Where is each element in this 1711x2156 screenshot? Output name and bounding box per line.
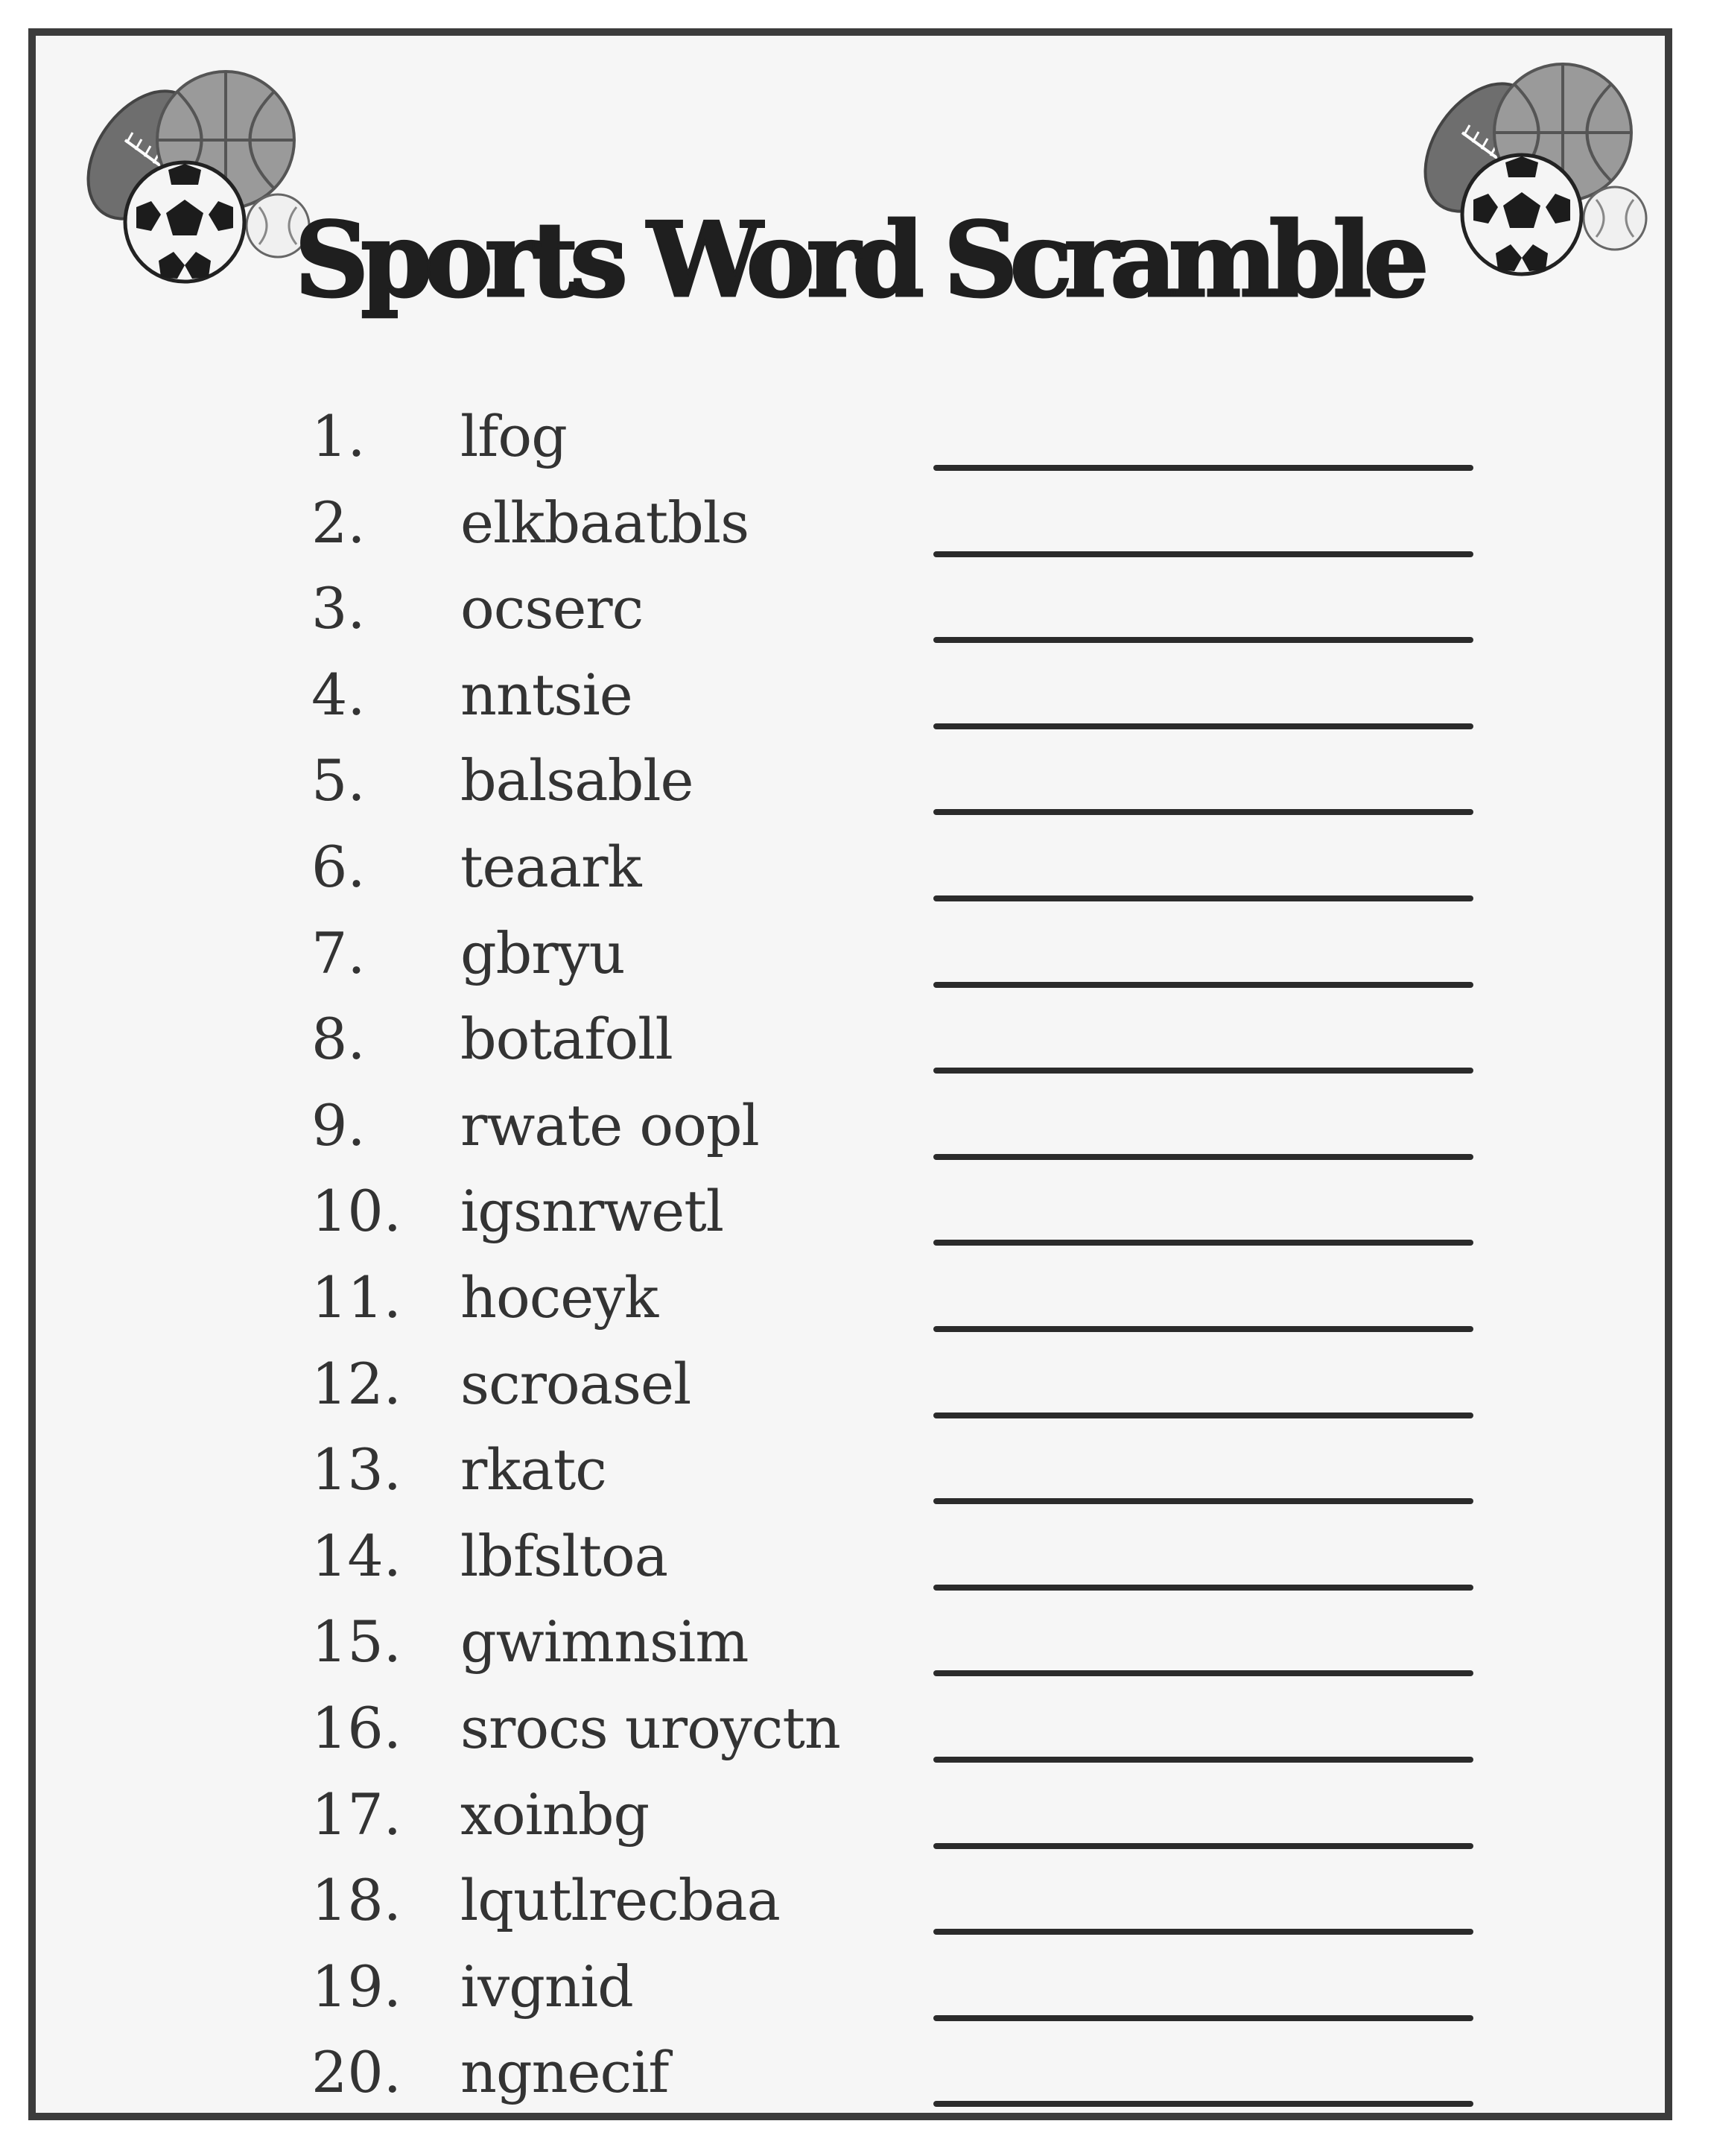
list-item [36,1695,1665,1786]
item-number: 1. [311,403,366,469]
list-item [36,489,1665,581]
scrambled-word: lfog [460,403,567,469]
item-number: 18. [311,1867,401,1934]
scrambled-word: scroasel [460,1350,691,1417]
list-item [36,661,1665,753]
answer-line[interactable] [933,1154,1473,1160]
scrambled-word: lqutlrecbaa [460,1867,780,1934]
list-item [36,747,1665,839]
scrambled-word: teaark [460,834,641,900]
item-number: 12. [311,1350,401,1417]
scrambled-word: xoinbg [460,1781,650,1848]
item-number: 5. [311,747,366,814]
item-number: 19. [311,1953,401,2020]
scrambled-word: igsnrwetl [460,1178,724,1245]
scrambled-word: ngnecif [460,2039,669,2106]
list-item [36,2039,1665,2131]
item-number: 15. [311,1608,401,1675]
scrambled-word: balsable [460,747,693,814]
scrambled-word: nntsie [460,661,632,728]
list-item [36,403,1665,495]
answer-line[interactable] [933,895,1473,901]
item-number: 6. [311,834,366,900]
item-number: 20. [311,2039,401,2106]
answer-line[interactable] [933,1413,1473,1418]
scrambled-word: rkatc [460,1436,606,1503]
scrambled-word: ivgnid [460,1953,633,2020]
worksheet [28,28,1672,2120]
scrambled-word: hoceyk [460,1264,658,1331]
answer-line[interactable] [933,809,1473,815]
item-number: 14. [311,1522,401,1589]
answer-line[interactable] [933,982,1473,988]
list-item [36,1436,1665,1528]
item-number: 9. [311,1091,366,1158]
item-number: 13. [311,1436,401,1503]
answer-line[interactable] [933,2101,1473,2107]
page-title: Sports Word Scramble [294,199,1421,321]
answer-line[interactable] [933,2015,1473,2021]
item-number: 11. [311,1264,401,1331]
list-item [36,1091,1665,1184]
list-item [36,1006,1665,1097]
item-number: 7. [311,919,366,986]
answer-line[interactable] [933,1670,1473,1676]
answer-line[interactable] [933,1498,1473,1504]
item-number: 17. [311,1781,401,1848]
answer-line[interactable] [933,1326,1473,1332]
item-number: 8. [311,1006,366,1073]
scrambled-word: elkbaatbls [460,489,749,556]
scrambled-word: gwimnsim [460,1608,749,1675]
scrambled-word: lbfsltoa [460,1522,668,1589]
item-number: 10. [311,1178,401,1245]
answer-line[interactable] [933,465,1473,471]
answer-line[interactable] [933,1240,1473,1246]
answer-line[interactable] [933,637,1473,643]
list-item [36,919,1665,1012]
item-number: 2. [311,489,366,556]
item-number: 16. [311,1695,401,1761]
scrambled-word: botafoll [460,1006,673,1073]
list-item [36,834,1665,925]
answer-line[interactable] [933,1929,1473,1935]
list-item [36,575,1665,667]
word-list [36,36,1665,2113]
scrambled-word: rwate oopl [460,1091,759,1158]
answer-line[interactable] [933,1757,1473,1763]
answer-line[interactable] [933,1585,1473,1591]
item-number: 4. [311,661,366,728]
list-item [36,1781,1665,1873]
list-item [36,1350,1665,1442]
list-item [36,1608,1665,1700]
answer-line[interactable] [933,723,1473,729]
scrambled-word: gbryu [460,919,625,986]
list-item [36,1178,1665,1269]
list-item [36,1867,1665,1959]
list-item [36,1953,1665,2045]
answer-line[interactable] [933,1068,1473,1074]
answer-line[interactable] [933,1843,1473,1849]
scrambled-word: srocs uroyctn [460,1695,840,1761]
list-item [36,1264,1665,1356]
answer-line[interactable] [933,551,1473,557]
list-item [36,1522,1665,1614]
scrambled-word: ocserc [460,575,644,642]
item-number: 3. [311,575,366,642]
